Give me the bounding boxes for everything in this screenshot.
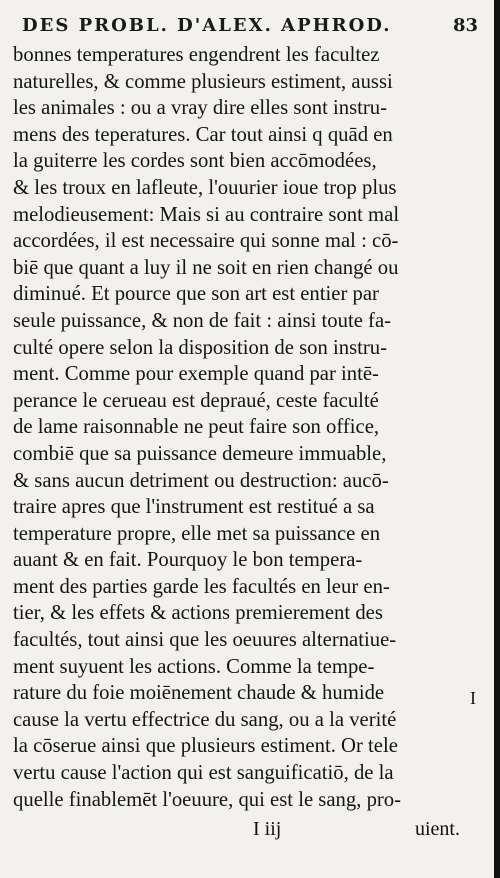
margin-note: I [470,688,476,708]
text-line: ment des parties garde les facultés en leur en- [13,575,390,598]
text-line: accordées, il est necessaire qui sonne mal : cō- [13,230,399,253]
text-line: & sans aucun detriment ou destruction: aucō- [13,469,389,492]
text-line: tier, & les effets & actions premierement des [13,602,383,625]
text-line: combiē que sa puissance demeure immuable, [13,442,387,465]
text-line: ment. Comme pour exemple quand par intē- [13,363,379,386]
text-line: rature du foie moiēnement chaude & humide [13,682,385,705]
text-line: de lame raisonnable ne peut faire son office, [13,416,380,439]
text-line: la cōserue ainsi que plusieurs estiment. Or tele [13,735,398,758]
body-text [13,42,468,813]
text-line: vertu cause l'action qui est sanguificatiō, de la [13,762,394,785]
text-line: seule puissance, & non de fait : ainsi toute fa- [13,309,392,332]
text-line: culté opere selon la disposition de son instru- [13,336,388,359]
text-line: perance le cerueau est depraué, ceste faculté [13,389,379,412]
signature-mark: I iij [253,818,282,840]
text-line: traire apres que l'instrument est restitué a sa [13,496,375,519]
text-line: naturelles, & comme plusieurs estiment, aussi [13,70,393,93]
text-line: temperature propre, elle met sa puissance en [13,522,381,545]
text-line: quelle finablemēt l'oeuure, qui est le sang, pro- [13,788,402,811]
text-line: cause la vertu effectrice du sang, ou a la verité [13,708,397,731]
text-line: mens des teperatures. Car tout ainsi q quād en [13,123,393,146]
text-line: melodieusement: Mais si au contraire sont mal [13,203,400,226]
text-line: les animales : ou a vray dire elles sont instru- [13,97,388,120]
text-line: biē que quant a luy il ne soit en rien changé ou [13,256,399,279]
running-head: DES PROBL. D'ALEX. APHROD. [22,15,392,36]
text-line: facultés, tout ainsi que les oeuures alternatiue- [13,629,397,652]
text-line: ment suyuent les actions. Comme la tempe- [13,655,375,678]
text-line: bonnes temperatures engendrent les facultez [13,44,380,66]
text-line: & les troux en lafleute, l'ouurier ioue trop plus [13,176,397,199]
text-line: auant & en fait. Pourquoy le bon tempera- [13,549,363,572]
page-number: 83 [452,15,478,36]
catchword: uient. [415,818,460,840]
text-line: diminué. Et pource que son art est entier par [13,283,379,306]
text-line: la guiterre les cordes sont bien accōmodées, [13,150,377,173]
page-header [22,8,478,36]
